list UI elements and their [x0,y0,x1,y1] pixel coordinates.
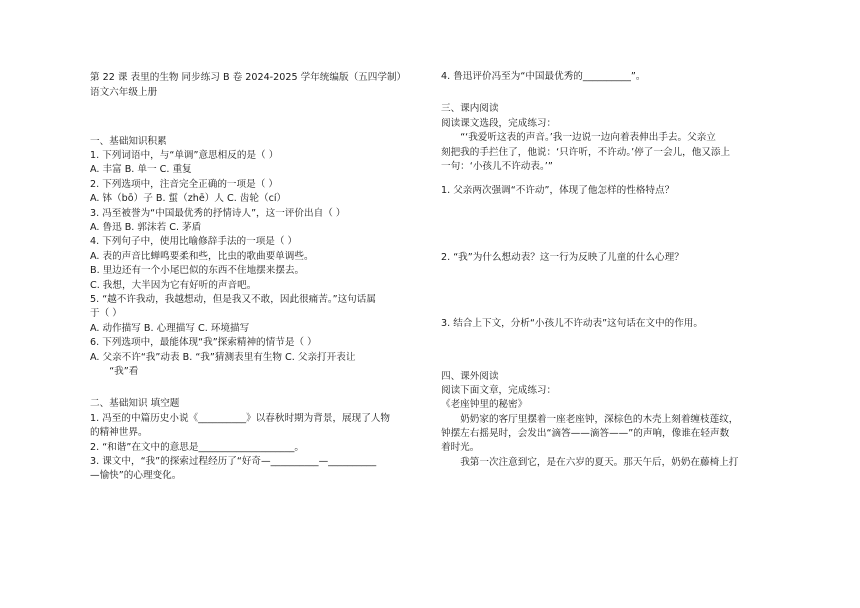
section-fill-in [90,397,420,483]
right-column [441,70,776,470]
article-text: 我第一次注意到它，是在六岁的夏天。那天午后，奶奶在藤椅上打 [460,456,739,468]
passage-text: “‘我爱听这表的声音。’我一边说一边向着表伸出手去。父亲立 [460,132,716,144]
left-column [90,70,420,484]
article-text: 钟摆左右摇晃时，会发出“滴答——滴答——”的声响，像谁在轻声数 [441,428,730,440]
passage-text: 一句：‘小孩儿不许动表。’” [441,160,553,172]
section-heading: 一、基础知识积累 [90,135,167,147]
section-heading: 二、基础知识 填空题 [90,398,180,410]
question-text: 2. “我”为什么想动表？这一行为反映了儿童的什么心理？ [441,251,684,263]
passage-text: 刻把我的手拦住了，他说：‘只许听，不许动。’停了一会儿，他又添上 [441,146,731,158]
title-line-1: 第 22 课 表里的生物 同步练习 B 卷 2024-2025 学年统编版（五四学制） [90,72,407,83]
page-title [90,70,420,101]
answer-space [441,199,776,251]
section-basic-knowledge [90,135,420,380]
question-text: 2. 下列选项中，注音完全正确的一项是（ ） [90,178,278,190]
question-options: “我”看 [109,365,139,377]
question-options: A. 动作描写 B. 心理描写 C. 环境描写 [90,322,250,334]
question-text: 2. “和谐”在文中的意思是____________________。 [90,441,305,453]
question-text: 1. 下列词语中，与“单调”意思相反的是（ ） [90,150,279,162]
question-options: A. 鲁迅 B. 郭沫若 C. 茅盾 [90,222,202,234]
question-text: 1. 父亲两次强调“不许动”，体现了他怎样的性格特点？ [441,185,675,197]
question-text: —愉快”的心理变化。 [90,470,182,482]
section-extracurricular-reading [441,370,776,471]
answer-space [441,265,776,317]
section-heading: 三、课内阅读 [441,103,499,115]
article-title: 《老座钟里的秘密》 [441,399,528,411]
section-heading: 四、课外阅读 [441,370,499,382]
question-text: 4. 下列句子中，使用比喻修辞手法的一项是（ ） [90,236,298,248]
question-option: C. 我想，大半因为它有好听的声音吧。 [90,279,257,291]
question-text: 1. 冯至的中篇历史小说《__________》以春秋时期为背景，展现了人物 [90,412,391,424]
question-option: B. 里边还有一个小尾巴似的东西不住地摆来摆去。 [90,265,305,277]
question-text: 3. 课文中，“我”的探索过程经历了“好奇—__________—__________ [90,455,377,467]
question-options: A. 钵（bō）子 B. 蜇（zhē）人 C. 齿轮（cí） [90,193,287,205]
title-line-2: 语文六年级上册 [90,87,158,99]
reading-instruction: 阅读下面文章，完成练习： [441,384,557,396]
question-text: 6. 下列选项中，最能体现“我”探索精神的情节是（ ） [90,337,317,349]
article-text: 着时光。 [441,442,480,454]
question-options: A. 父亲不许“我”动表 B. “我”猜测表里有生物 C. 父亲打开表让 [90,351,356,363]
question-text: 5. “越不许我动，我越想动，但是我又不敢，因此很痛苦。”这句话属 [90,293,376,305]
question-text: 于（ ） [90,308,122,320]
question-text: 4. 鲁迅评价冯至为“中国最优秀的__________”。 [441,71,646,82]
question-text: 3. 冯至被誉为“中国最优秀的抒情诗人”，这一评价出自（ ） [90,207,346,219]
question-text: 3. 结合上下文，分析“小孩儿不许动表”这句话在文中的作用。 [441,318,703,330]
section-in-class-reading [441,102,776,331]
reading-instruction: 阅读课文选段，完成练习： [441,117,557,129]
question-text: 的精神世界。 [90,427,148,439]
article-text: 奶奶家的客厅里摆着一座老座钟，深棕色的木壳上刻着缠枝莲纹， [460,413,739,425]
question-options: A. 丰富 B. 单一 C. 重复 [90,164,192,176]
question-option: A. 表的声音比蝉鸣要柔和些，比虫的歌曲要单调些。 [90,250,314,262]
